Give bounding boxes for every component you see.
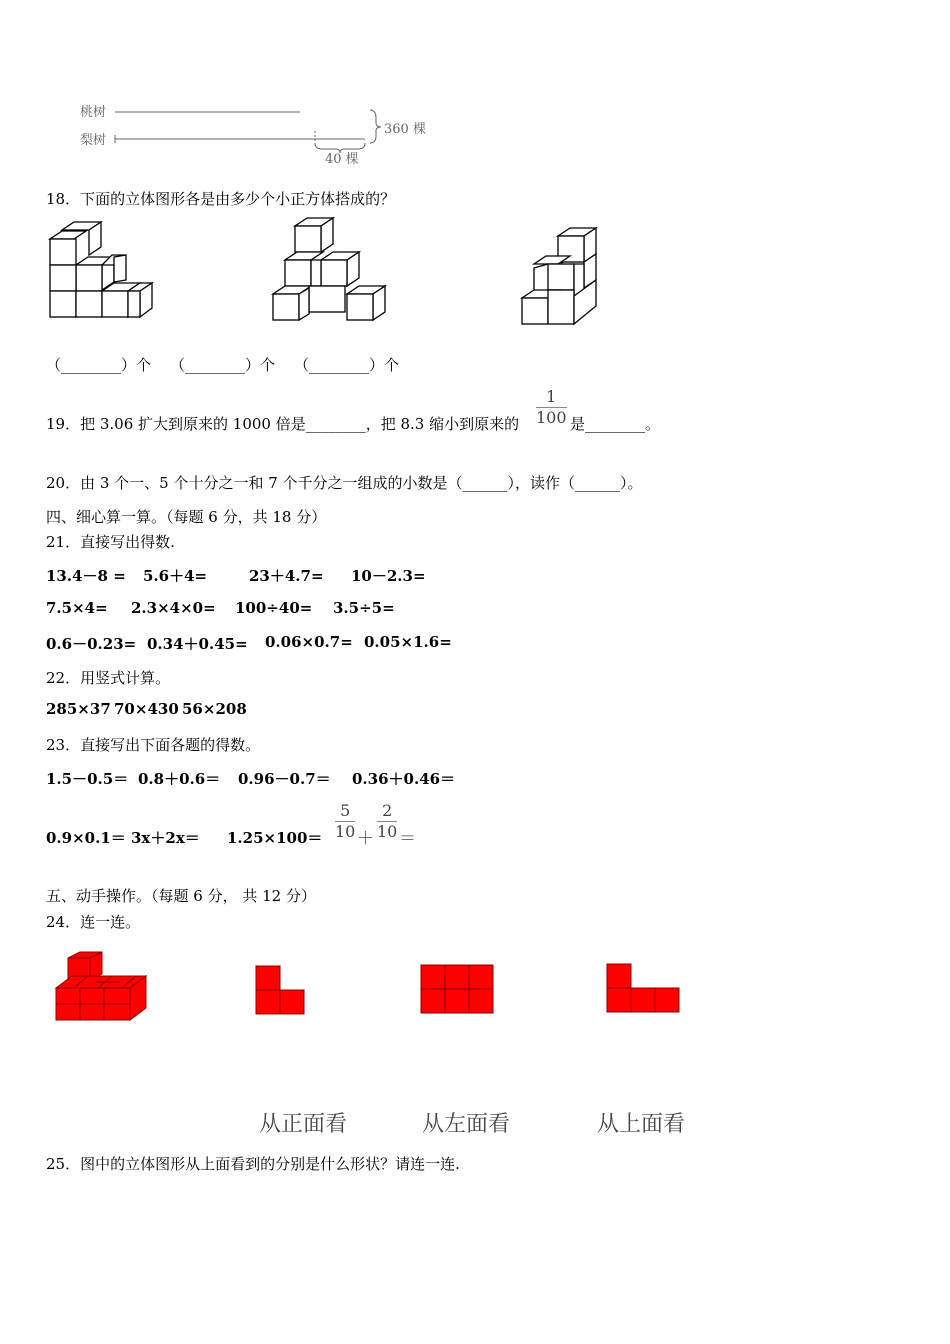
q23-item: 3x＋2x＝ — [131, 829, 200, 847]
q23-fraction-2 — [377, 802, 397, 841]
q23-frac1-den: 10 — [335, 822, 356, 841]
view-shape-1[interactable] — [255, 965, 305, 1017]
q23-item: 1.5－0.5＝ — [46, 770, 129, 788]
q24-title: 24．连一连。 — [46, 913, 141, 931]
q23-equals: ＝ — [399, 829, 416, 849]
q21-item: 100÷40= — [235, 599, 313, 617]
label-pear: 梨树 — [80, 133, 107, 148]
q23-frac2-den: 10 — [377, 822, 398, 841]
q23-item: 0.9×0.1＝ — [46, 829, 126, 847]
q23-plus: ＋ — [357, 829, 374, 849]
q23-title: 23．直接写出下面各题的得数。 — [46, 736, 261, 754]
q18-answer-3[interactable]: （________）个 — [294, 356, 400, 374]
view-shape-2[interactable] — [420, 964, 495, 1016]
q21-item: 2.3×4×0= — [131, 599, 216, 617]
q18-text: 18．下面的立体图形各是由多少个小正方体搭成的？ — [46, 190, 396, 208]
q22-title: 22．用竖式计算。 — [46, 669, 171, 687]
total-label: 360 棵 — [384, 122, 426, 137]
q23-frac2-num: 2 — [382, 801, 393, 820]
q23-item: 1.25×100＝ — [227, 829, 323, 847]
q19-frac-num: 1 — [546, 387, 557, 406]
q23-fraction-1 — [335, 802, 355, 841]
diff-label: 40 棵 — [325, 152, 359, 167]
q21-item: 0.6－0.23= — [46, 635, 137, 653]
q22-item: 70×430 — [114, 700, 179, 718]
label-peach: 桃树 — [80, 105, 107, 120]
q22-item: 56×208 — [182, 700, 247, 718]
cube-figure-3 — [512, 224, 612, 332]
q23-item: 0.96－0.7＝ — [238, 770, 331, 788]
q21-item: 7.5×4= — [46, 599, 108, 617]
q22-item: 285×37 — [46, 700, 111, 718]
q21-item: 10－2.3= — [351, 567, 426, 585]
q21-item: 23＋4.7= — [249, 567, 324, 585]
q20-text: 20．由 3 个一、5 个十分之一和 7 个千分之一组成的小数是（______），读作（______）。 — [46, 474, 643, 492]
q21-item: 0.05×1.6= — [364, 633, 452, 651]
q25-text: 25．图中的立体图形从上面看到的分别是什么形状？请连一连. — [46, 1155, 460, 1173]
q19-frac-den: 100 — [536, 408, 567, 427]
q23-item: 0.8＋0.6＝ — [138, 770, 221, 788]
q21-item: 5.6＋4= — [143, 567, 208, 585]
q18-answer-2[interactable]: （________）个 — [170, 356, 276, 374]
q19-part1: 19．把 3.06 扩大到原来的 1000 倍是________，把 8.3 缩小到原来的 — [46, 415, 520, 433]
cube-figure-2 — [265, 218, 395, 330]
q19-part2: 是________。 — [570, 415, 661, 433]
view-top-label[interactable]: 从上面看 — [597, 1112, 686, 1137]
q23-item: 0.36＋0.46＝ — [352, 770, 456, 788]
red-3d-shape[interactable] — [50, 948, 155, 1028]
section4-title: 四、细心算一算。（每题 6 分，共 18 分） — [46, 508, 327, 526]
q21-title: 21．直接写出得数. — [46, 533, 175, 551]
view-shape-3[interactable] — [606, 963, 681, 1015]
cube-figure-1 — [40, 222, 160, 332]
q21-item: 0.34＋0.45= — [147, 635, 248, 653]
q19-fraction — [536, 388, 567, 427]
section5-title: 五、动手操作。（每题 6 分， 共 12 分） — [46, 887, 316, 905]
q21-item: 13.4－8 = — [46, 567, 126, 585]
view-left-label[interactable]: 从左面看 — [422, 1112, 511, 1137]
view-front-label[interactable]: 从正面看 — [259, 1112, 348, 1137]
q21-item: 0.06×0.7= — [265, 633, 353, 651]
segment-lines — [0, 0, 950, 170]
q23-frac1-num: 5 — [340, 801, 351, 820]
q21-item: 3.5÷5= — [333, 599, 395, 617]
q18-answer-1[interactable]: （________）个 — [46, 356, 152, 374]
